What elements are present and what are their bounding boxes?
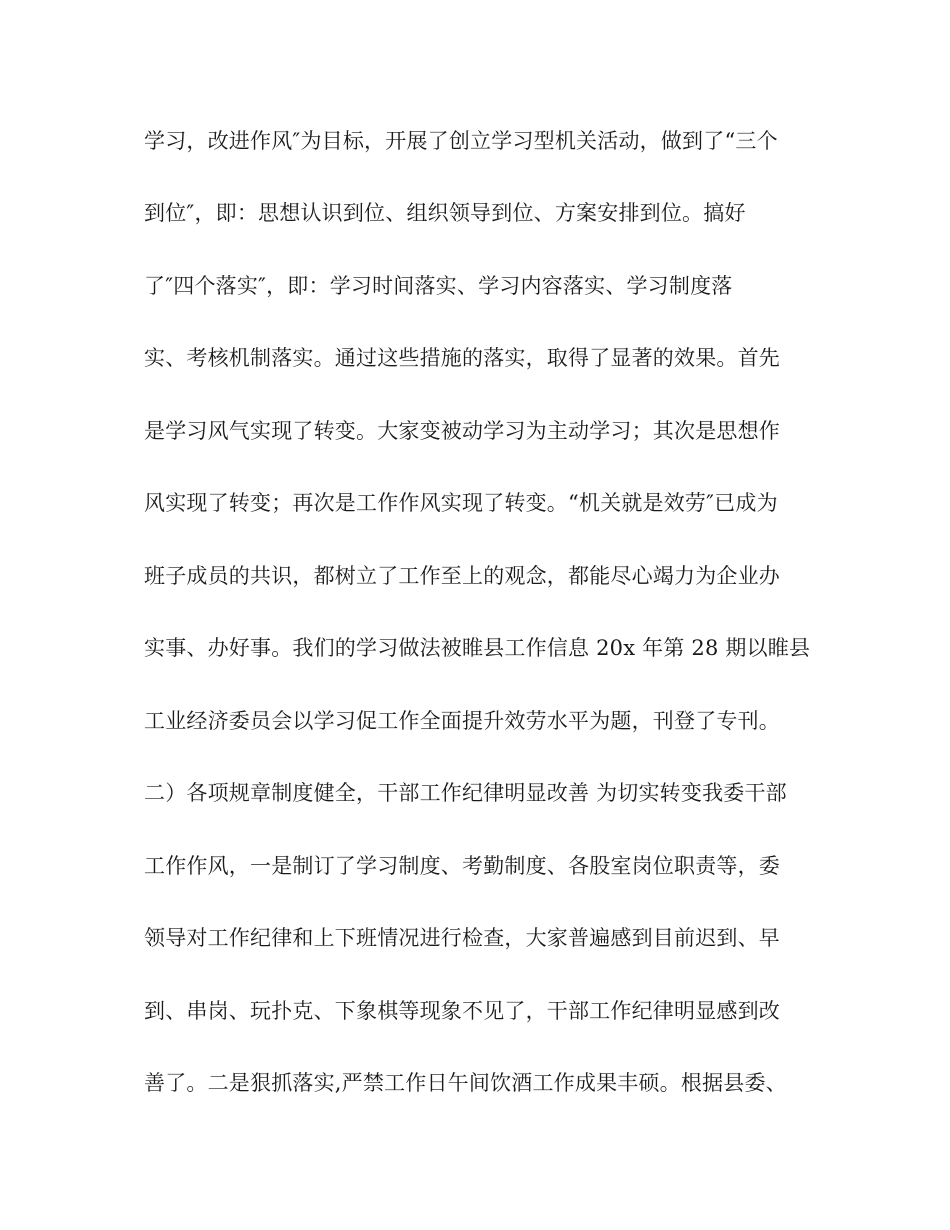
body-text-line: 了″四个落实″，即：学习时间落实、学习内容落实、学习制度落: [144, 274, 733, 298]
body-text-line: 学习，改进作风″为目标，开展了创立学习型机关活动，做到了“三个: [144, 129, 778, 153]
body-text-line: 到位″，即：思想认识到位、组织领导到位、方案安排到位。搞好: [144, 201, 746, 225]
body-text-line: 风实现了转变；再次是工作作风实现了转变。“机关就是效劳″已成为: [144, 491, 778, 515]
body-text-line: 是学习风气实现了转变。大家变被动学习为主动学习；其次是思想作: [144, 419, 780, 443]
body-text-line: 二）各项规章制度健全，干部工作纪律明显改善 为切实转变我委干部: [144, 781, 787, 805]
body-text-line: 工作作风，一是制订了学习制度、考勤制度、各股室岗位职责等，委: [144, 854, 780, 878]
body-text-line: 实事、办好事。我们的学习做法被睢县工作信息 20x 年第 28 期以睢县: [144, 636, 811, 660]
body-text-line: 到、串岗、玩扑克、下象棋等现象不见了，干部工作纪律明显感到改: [144, 999, 780, 1023]
body-text-line: 领导对工作纪律和上下班情况进行检查，大家普遍感到目前迟到、早: [144, 926, 780, 950]
body-text-line: 实、考核机制落实。通过这些措施的落实，取得了显著的效果。首先: [144, 346, 780, 370]
body-text-line: 善了。二是狠抓落实,严禁工作日午间饮酒工作成果丰硕。根据县委、: [144, 1071, 787, 1095]
body-text-line: 工业经济委员会以学习促工作全面提升效劳水平为题，刊登了专刊。: [144, 709, 780, 733]
body-text-line: 班子成员的共识，都树立了工作至上的观念，都能尽心竭力为企业办: [144, 564, 780, 588]
